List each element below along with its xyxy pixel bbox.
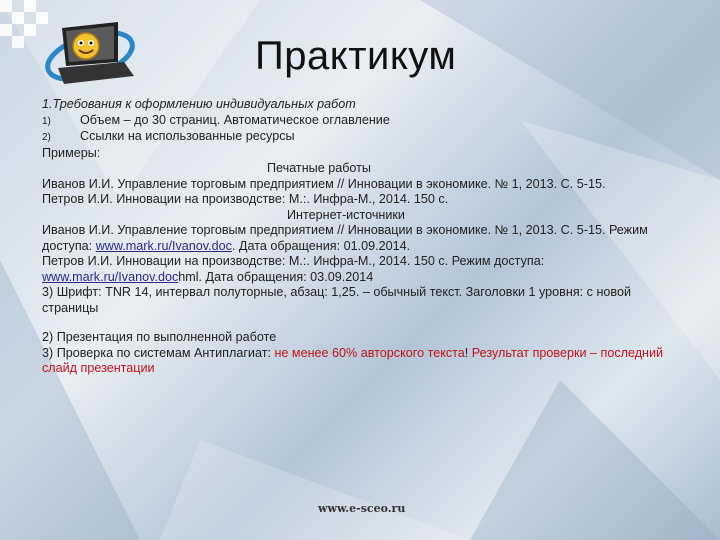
printed-reference: Иванов И.И. Управление торговым предприятием // Инновации в экономике. № 1, 2013. С. 5-15. bbox=[42, 176, 606, 191]
requirement-item bbox=[42, 129, 682, 146]
examples-label: Примеры: bbox=[42, 145, 101, 160]
footer-url: www.e-sceo.ru bbox=[318, 502, 406, 515]
printed-reference: Петров И.И. Инновации на производстве: М.:. Инфра-М., 2014. 150 с. bbox=[42, 192, 449, 206]
laptop-smiley-logo-icon bbox=[40, 12, 140, 92]
requirement-item bbox=[42, 113, 682, 130]
check-prefix: 3) Проверка по системам Антиплагиат: bbox=[42, 345, 275, 360]
font-requirement: 3) Шрифт: TNR 14, интервал полуторные, абзац: 1,25. – обычный текст. Заголовки 1 уровня: с новой страницы bbox=[42, 285, 631, 315]
internet-sources-heading: Интернет-источники bbox=[287, 207, 405, 222]
page-title: Практикум bbox=[255, 34, 457, 78]
plagiarism-check bbox=[42, 346, 682, 377]
check-exclamation: ! bbox=[464, 345, 469, 360]
requirement-number: 1) bbox=[42, 115, 51, 127]
requirement-text: Объем – до 30 страниц. Автоматическое оглавление bbox=[80, 112, 390, 127]
reference-tail: . Дата обращения: 01.09.2014. bbox=[231, 238, 411, 253]
check-highlight-result: Результат проверки – последний слайд презентации bbox=[42, 345, 664, 375]
reference-link[interactable]: www.mark.ru/Ivanov.doc bbox=[42, 269, 179, 284]
presentation-requirement: 2) Презентация по выполненной работе bbox=[42, 330, 277, 344]
reference-link[interactable]: www.mark.ru/Ivanov.doc bbox=[95, 238, 232, 253]
internet-reference bbox=[42, 223, 682, 254]
requirements-heading: 1.Требования к оформлению индивидуальных работ bbox=[42, 97, 356, 111]
slide-content bbox=[42, 97, 682, 377]
reference-text: Иванов И.И. Управление торговым предприятием // Инновации в экономике. № 1, 2013. С. 5-15. Режим доступа: bbox=[42, 223, 648, 253]
internet-reference bbox=[42, 254, 682, 285]
reference-text: Петров И.И. Инновации на производстве: М.:. Инфра-М., 2014. 150 с. Режим доступа: bbox=[42, 254, 545, 268]
printed-works-heading: Печатные работы bbox=[267, 161, 371, 175]
requirement-text: Ссылки на использованные ресурсы bbox=[80, 129, 295, 143]
requirement-number: 2) bbox=[42, 132, 51, 143]
reference-tail: hml. Дата обращения: 03.09.2014 bbox=[178, 269, 374, 284]
check-highlight: не менее 60% авторского текста bbox=[274, 345, 465, 360]
